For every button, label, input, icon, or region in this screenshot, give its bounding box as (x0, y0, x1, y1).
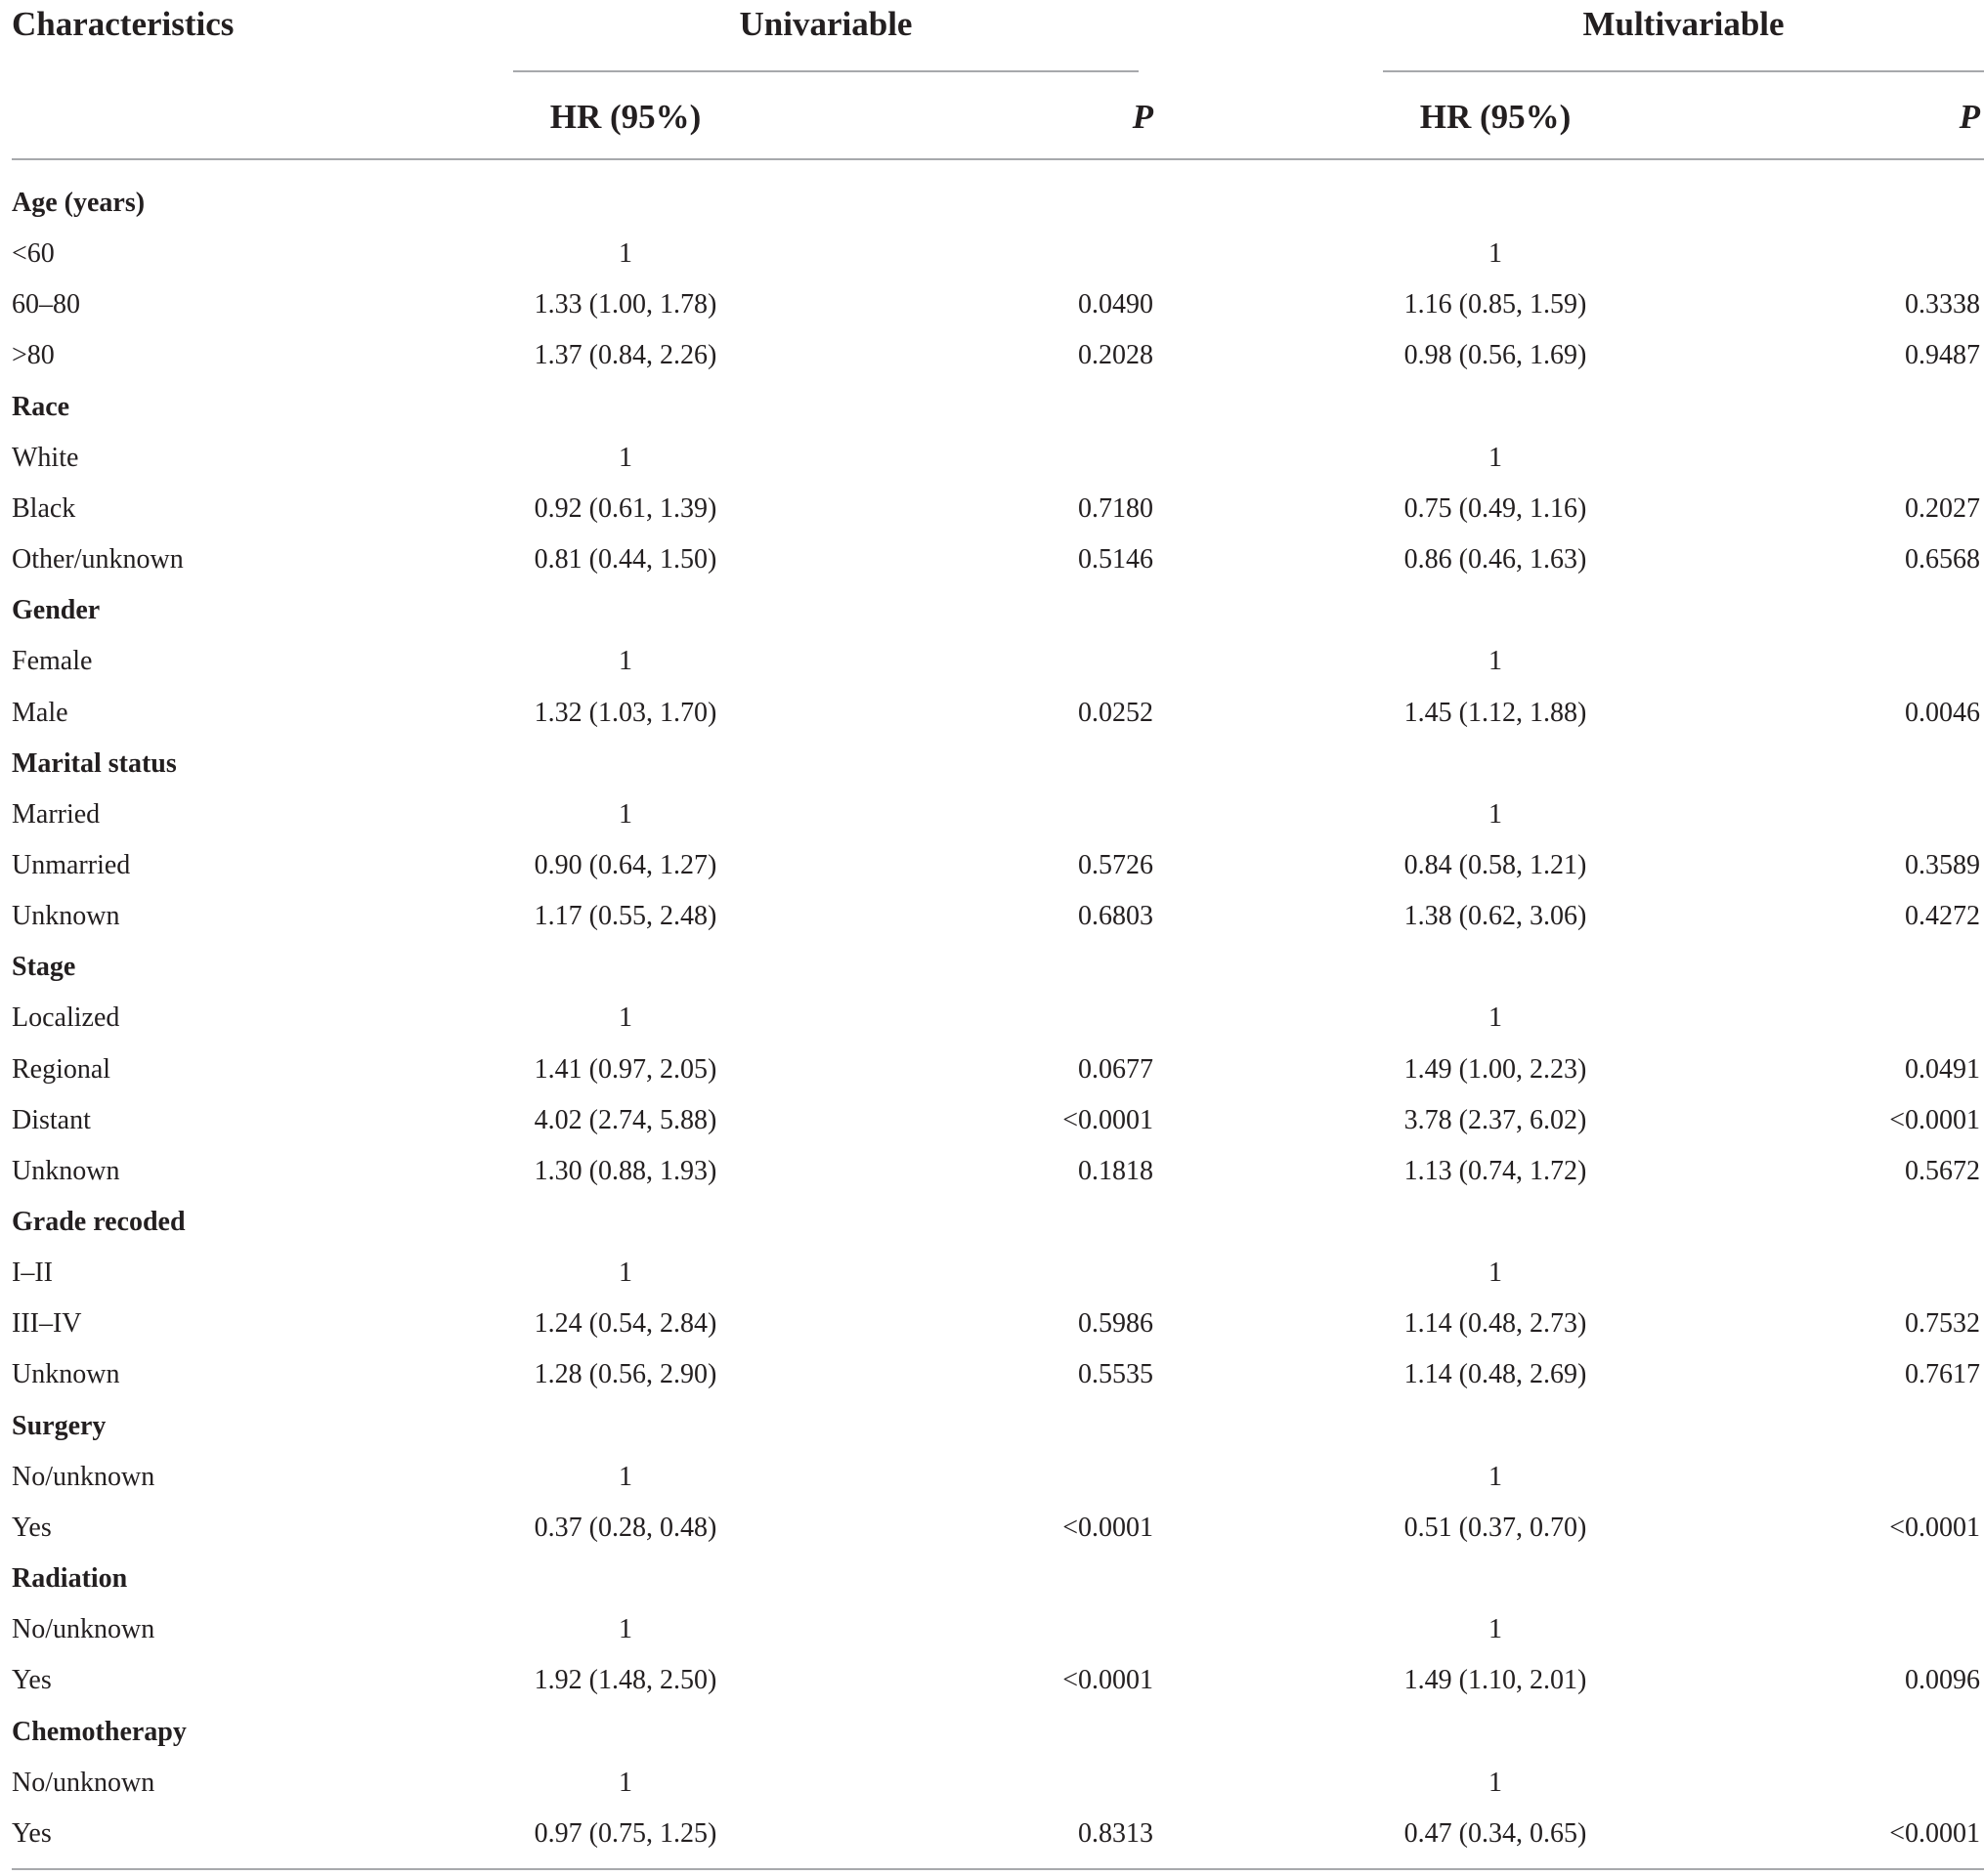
row-label: <60 (12, 238, 55, 270)
multivariable-hr-cell: 1 (1488, 442, 1502, 473)
multivariable-p-cell: 0.0046 (1905, 697, 1980, 728)
header-multivariable: Multivariable (1582, 5, 1785, 43)
table-row (0, 688, 1984, 739)
section-row (0, 1707, 1984, 1758)
multivariable-p-cell: <0.0001 (1889, 1817, 1980, 1849)
header-univariable: Univariable (739, 5, 913, 43)
multivariable-hr-cell: 1.38 (0.62, 3.06) (1403, 901, 1587, 932)
multivariable-rule (1383, 70, 1984, 72)
multivariable-hr-cell: 1 (1488, 1258, 1502, 1289)
table-row (0, 840, 1984, 891)
header-p-multivariable: P (1959, 98, 1980, 136)
table-row (0, 1045, 1984, 1095)
univariable-p-cell: 0.5986 (1078, 1308, 1153, 1340)
header-hr-multivariable: HR (95%) (1419, 98, 1572, 136)
univariable-hr-cell: 0.37 (0.28, 0.48) (534, 1512, 717, 1543)
section-row (0, 942, 1984, 993)
row-label: Other/unknown (12, 544, 184, 576)
univariable-hr-cell: 1.41 (0.97, 2.05) (534, 1053, 717, 1085)
multivariable-hr-cell: 0.98 (0.56, 1.69) (1403, 340, 1587, 371)
section-row (0, 178, 1984, 229)
row-label: Female (12, 646, 93, 677)
table-row (0, 636, 1984, 687)
multivariable-p-cell: <0.0001 (1889, 1512, 1980, 1543)
multivariable-hr-cell: 1.13 (0.74, 1.72) (1403, 1155, 1587, 1186)
table-row (0, 789, 1984, 840)
multivariable-p-cell: 0.2027 (1905, 492, 1980, 524)
multivariable-hr-cell: 1 (1488, 798, 1502, 830)
table-row (0, 993, 1984, 1044)
univariable-hr-cell: 0.97 (0.75, 1.25) (534, 1817, 717, 1849)
multivariable-hr-cell: 1 (1488, 1002, 1502, 1034)
row-label: White (12, 442, 79, 473)
multivariable-hr-cell: 1.14 (0.48, 2.69) (1403, 1359, 1587, 1390)
multivariable-p-cell: 0.7617 (1905, 1359, 1980, 1390)
univariable-hr-cell: 0.92 (0.61, 1.39) (534, 492, 717, 524)
multivariable-p-cell: 0.4272 (1905, 901, 1980, 932)
row-label: Grade recoded (12, 1207, 186, 1237)
multivariable-p-cell: 0.9487 (1905, 340, 1980, 371)
univariable-p-cell: 0.5146 (1078, 544, 1153, 576)
multivariable-p-cell: <0.0001 (1889, 1104, 1980, 1135)
section-row (0, 1197, 1984, 1248)
multivariable-hr-cell: 1 (1488, 1767, 1502, 1798)
multivariable-hr-cell: 1.49 (1.00, 2.23) (1403, 1053, 1587, 1085)
univariable-rule (513, 70, 1139, 72)
univariable-p-cell: 0.8313 (1078, 1817, 1153, 1849)
multivariable-hr-cell: 1.45 (1.12, 1.88) (1403, 697, 1587, 728)
univariable-p-cell: <0.0001 (1062, 1665, 1153, 1696)
header-p-univariable: P (1132, 98, 1153, 136)
section-row (0, 1401, 1984, 1452)
table-row (0, 1503, 1984, 1554)
header-rule (12, 158, 1984, 160)
row-label: Chemotherapy (12, 1716, 187, 1747)
univariable-hr-cell: 1 (619, 1258, 632, 1289)
univariable-hr-cell: 1.32 (1.03, 1.70) (534, 697, 717, 728)
univariable-hr-cell: 1 (619, 646, 632, 677)
multivariable-hr-cell: 0.86 (0.46, 1.63) (1403, 544, 1587, 576)
table-row (0, 433, 1984, 484)
univariable-hr-cell: 1 (619, 238, 632, 270)
univariable-hr-cell: 1.24 (0.54, 2.84) (534, 1308, 717, 1340)
row-label: Gender (12, 595, 101, 626)
row-label: >80 (12, 340, 55, 371)
univariable-hr-cell: 1.37 (0.84, 2.26) (534, 340, 717, 371)
multivariable-p-cell: 0.0096 (1905, 1665, 1980, 1696)
row-label: III–IV (12, 1308, 82, 1340)
multivariable-hr-cell: 1 (1488, 1614, 1502, 1645)
table-row (0, 484, 1984, 534)
univariable-p-cell: 0.7180 (1078, 492, 1153, 524)
multivariable-hr-cell: 1 (1488, 238, 1502, 270)
table-row (0, 330, 1984, 381)
row-label: No/unknown (12, 1461, 155, 1492)
multivariable-hr-cell: 1.16 (0.85, 1.59) (1403, 289, 1587, 320)
univariable-p-cell: 0.0490 (1078, 289, 1153, 320)
univariable-p-cell: 0.0252 (1078, 697, 1153, 728)
row-label: Radiation (12, 1563, 128, 1595)
univariable-hr-cell: 1 (619, 1614, 632, 1645)
multivariable-hr-cell: 1 (1488, 1461, 1502, 1492)
table-row (0, 534, 1984, 585)
row-label: Race (12, 391, 70, 422)
univariable-hr-cell: 1 (619, 798, 632, 830)
table-row (0, 279, 1984, 330)
row-label: Distant (12, 1104, 91, 1135)
multivariable-hr-cell: 0.47 (0.34, 0.65) (1403, 1817, 1587, 1849)
table-row (0, 1809, 1984, 1859)
header-hr-univariable: HR (95%) (549, 98, 702, 136)
row-label: Age (years) (12, 188, 146, 218)
univariable-hr-cell: 1.28 (0.56, 2.90) (534, 1359, 717, 1390)
row-label: Married (12, 798, 101, 830)
row-label: Unmarried (12, 849, 131, 880)
row-label: Regional (12, 1053, 111, 1085)
row-label: 60–80 (12, 289, 80, 320)
table-row (0, 1758, 1984, 1809)
univariable-hr-cell: 1.92 (1.48, 2.50) (534, 1665, 717, 1696)
row-label: Unknown (12, 1155, 120, 1186)
multivariable-hr-cell: 1 (1488, 646, 1502, 677)
multivariable-p-cell: 0.5672 (1905, 1155, 1980, 1186)
multivariable-hr-cell: 0.75 (0.49, 1.16) (1403, 492, 1587, 524)
multivariable-hr-cell: 1.14 (0.48, 2.73) (1403, 1308, 1587, 1340)
row-label: Stage (12, 952, 76, 983)
row-label: Yes (12, 1665, 52, 1696)
univariable-p-cell: 0.2028 (1078, 340, 1153, 371)
row-label: Unknown (12, 1359, 120, 1390)
univariable-hr-cell: 0.81 (0.44, 1.50) (534, 544, 717, 576)
section-row (0, 1554, 1984, 1604)
multivariable-p-cell: 0.3589 (1905, 849, 1980, 880)
row-label: Black (12, 492, 76, 524)
row-label: Marital status (12, 747, 177, 779)
table-row (0, 1146, 1984, 1197)
section-row (0, 382, 1984, 433)
section-row (0, 739, 1984, 789)
univariable-hr-cell: 1 (619, 1461, 632, 1492)
multivariable-p-cell: 0.0491 (1905, 1053, 1980, 1085)
univariable-hr-cell: 4.02 (2.74, 5.88) (534, 1104, 717, 1135)
univariable-p-cell: <0.0001 (1062, 1104, 1153, 1135)
table-row (0, 229, 1984, 279)
bottom-rule (12, 1868, 1984, 1870)
univariable-p-cell: 0.6803 (1078, 901, 1153, 932)
univariable-p-cell: 0.5535 (1078, 1359, 1153, 1390)
table-row (0, 1655, 1984, 1706)
row-label: Yes (12, 1512, 52, 1543)
multivariable-hr-cell: 0.51 (0.37, 0.70) (1403, 1512, 1587, 1543)
multivariable-hr-cell: 1.49 (1.10, 2.01) (1403, 1665, 1587, 1696)
table-row (0, 1452, 1984, 1503)
multivariable-hr-cell: 0.84 (0.58, 1.21) (1403, 849, 1587, 880)
multivariable-p-cell: 0.3338 (1905, 289, 1980, 320)
row-label: Localized (12, 1002, 120, 1034)
row-label: Unknown (12, 901, 120, 932)
univariable-p-cell: <0.0001 (1062, 1512, 1153, 1543)
univariable-hr-cell: 1 (619, 1002, 632, 1034)
univariable-hr-cell: 1.17 (0.55, 2.48) (534, 901, 717, 932)
univariable-p-cell: 0.1818 (1078, 1155, 1153, 1186)
univariable-p-cell: 0.0677 (1078, 1053, 1153, 1085)
univariable-hr-cell: 1 (619, 442, 632, 473)
row-label: No/unknown (12, 1614, 155, 1645)
table-row (0, 1604, 1984, 1655)
header-characteristics: Characteristics (12, 5, 235, 43)
row-label: Male (12, 697, 68, 728)
table-row (0, 891, 1984, 942)
univariable-hr-cell: 0.90 (0.64, 1.27) (534, 849, 717, 880)
multivariable-p-cell: 0.7532 (1905, 1308, 1980, 1340)
univariable-hr-cell: 1 (619, 1767, 632, 1798)
univariable-p-cell: 0.5726 (1078, 849, 1153, 880)
table-row (0, 1299, 1984, 1349)
table-row (0, 1095, 1984, 1146)
row-label: Yes (12, 1817, 52, 1849)
row-label: No/unknown (12, 1767, 155, 1798)
univariable-hr-cell: 1.30 (0.88, 1.93) (534, 1155, 717, 1186)
multivariable-hr-cell: 3.78 (2.37, 6.02) (1403, 1104, 1587, 1135)
univariable-hr-cell: 1.33 (1.00, 1.78) (534, 289, 717, 320)
table-row (0, 1248, 1984, 1299)
row-label: I–II (12, 1258, 53, 1289)
table-row (0, 1349, 1984, 1400)
row-label: Surgery (12, 1410, 107, 1441)
multivariable-p-cell: 0.6568 (1905, 544, 1980, 576)
section-row (0, 585, 1984, 636)
